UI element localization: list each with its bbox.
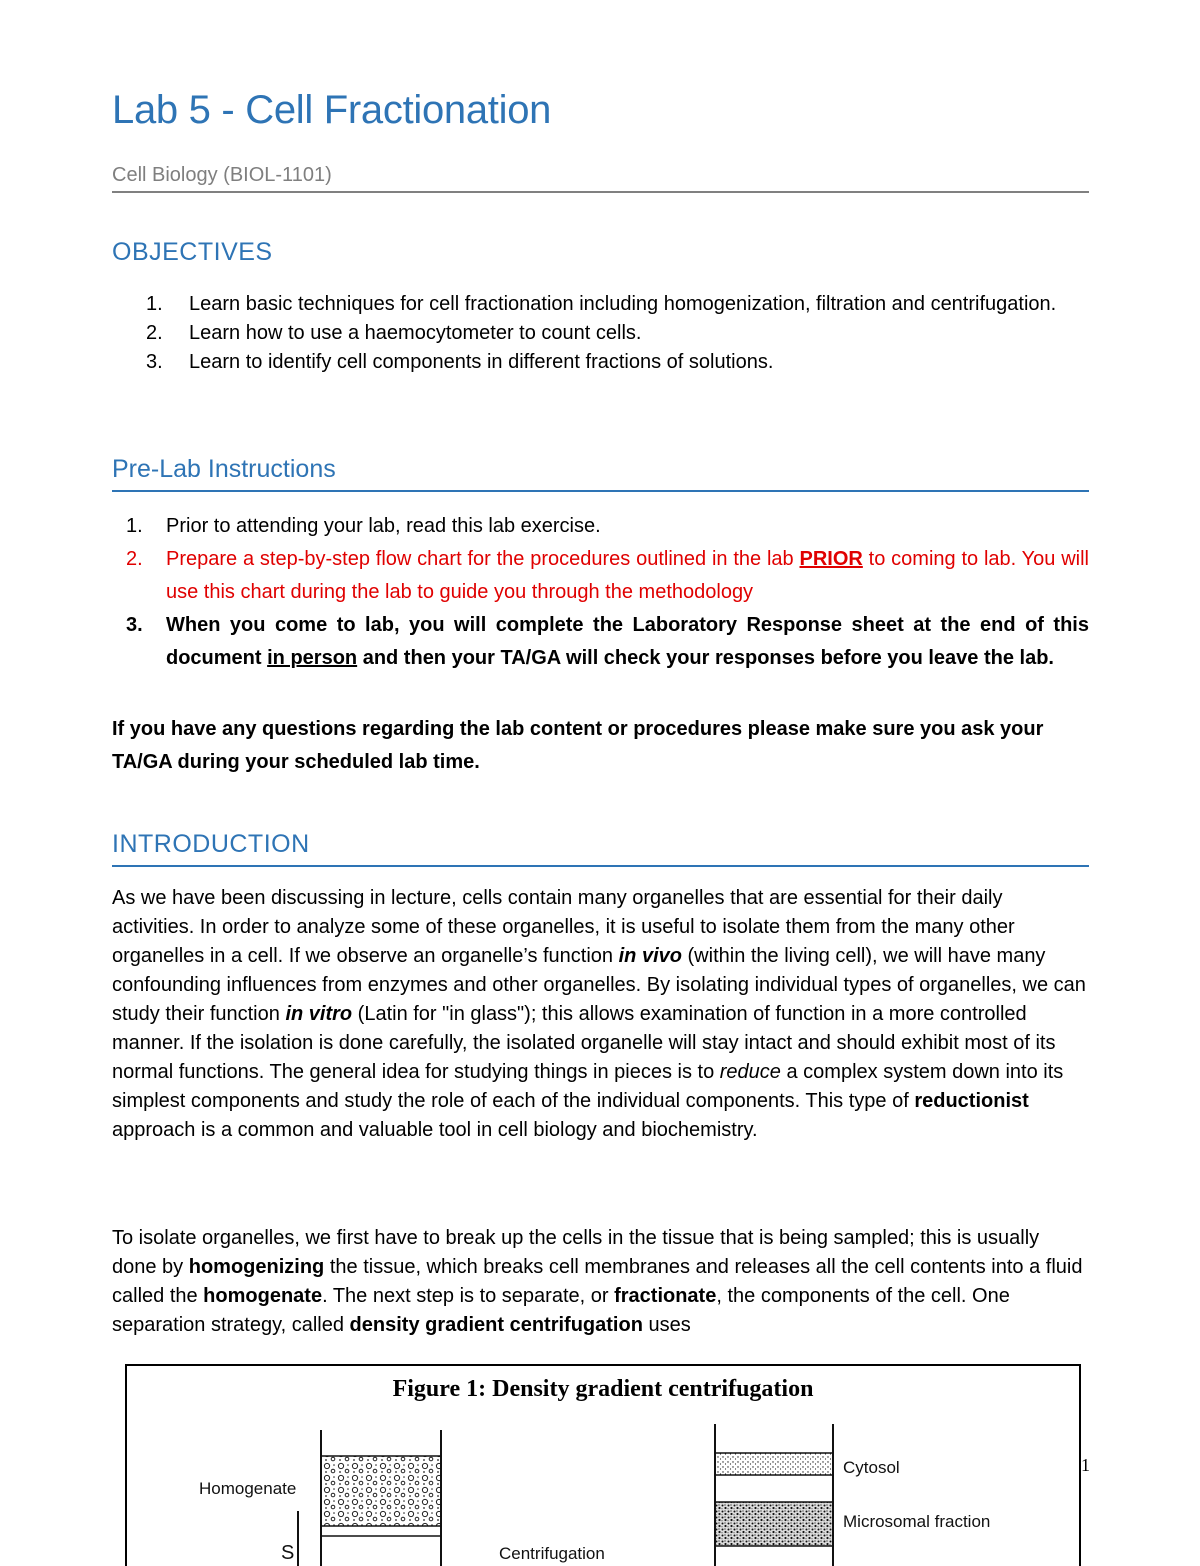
label-centrifugation: Centrifugation (499, 1544, 605, 1563)
list-item: 3. When you come to lab, you will complete the Laboratory Response sheet at the end of this document in person and then your TA/GA will check your responses before you leave the lab. (126, 614, 1089, 669)
prior-emphasis: PRIOR (799, 548, 863, 570)
introduction-heading: INTRODUCTION (112, 830, 310, 858)
microsomal-layer (716, 1502, 832, 1546)
figure-title: Figure 1: Density gradient centrifugation (392, 1376, 814, 1402)
intro-paragraph-1: As we have been discussing in lecture, cells contain many organelles that are essential for their daily activities. In order to analyze some of these organelles, it is useful to isolate them from the many other organelles in a cell. If we observe an organelle’s function in vivo (within the living cell), we will have many confounding influences from enzymes and other organelles. By isolating individual types of organelles, we can study their function in vitro (Latin for "in glass"); this allows examination of function in a more controlled manner. If the isolation is done carefully, the isolated organelle will stay intact and should exhibit most of its normal functions. The general idea for studying things in pieces is to reduce a complex system down into its simplest components and study the role of each of the individual components. This type of reductionist approach is a common and valuable tool in cell biology and biochemistry. (112, 887, 1086, 1141)
intro-paragraph-2: To isolate organelles, we first have to break up the cells in the tissue that is being sampled; this is usually done by homogenizing the tissue, which breaks cell membranes and releases all the cell contents into a fluid called the homogenate. The next step is to separate, or fractionate, the components of the cell. One separation strategy, called density gradient centrifugation uses (112, 1227, 1083, 1336)
objectives-list (112, 290, 1089, 377)
cytosol-layer (716, 1453, 832, 1475)
introduction-divider (112, 865, 1089, 867)
list-item: 3. Learn to identify cell components in different fractions of solutions. (146, 351, 774, 373)
list-item: 2. Prepare a step-by-step flow chart for the procedures outlined in the lab PRIOR to coming to lab. You will use this chart during the lab to guide you through the methodology (126, 548, 1089, 603)
objectives-heading: OBJECTIVES (112, 238, 273, 266)
document-title: Lab 5 - Cell Fractionation (112, 88, 552, 132)
label-cytosol: Cytosol (843, 1458, 900, 1477)
label-homogenate: Homogenate (199, 1479, 297, 1498)
list-item: 2. Learn how to use a haemocytometer to count cells. (146, 322, 642, 344)
label-microsomal-fraction: Microsomal fraction (843, 1512, 991, 1531)
list-item: 1. Prior to attending your lab, read this lab exercise. (126, 515, 601, 537)
list-item: 1. Learn basic techniques for cell fractionation including homogenization, filtration and centrifugation. (146, 293, 1057, 315)
prelab-list (112, 510, 1089, 675)
page-number: 1 (1081, 1455, 1090, 1475)
in-person-emphasis: in person (267, 647, 358, 669)
label-s: S (281, 1542, 295, 1564)
prelab-divider (112, 490, 1089, 492)
prelab-heading: Pre-Lab Instructions (112, 455, 336, 483)
homogenate-layer (322, 1456, 440, 1526)
course-subtitle: Cell Biology (BIOL-1101) (112, 164, 332, 186)
title-divider (112, 191, 1089, 193)
figure-1 (125, 1364, 1081, 1566)
prelab-note: If you have any questions regarding the lab content or procedures please make sure you ask your TA/GA during your scheduled lab time. (112, 718, 1044, 773)
